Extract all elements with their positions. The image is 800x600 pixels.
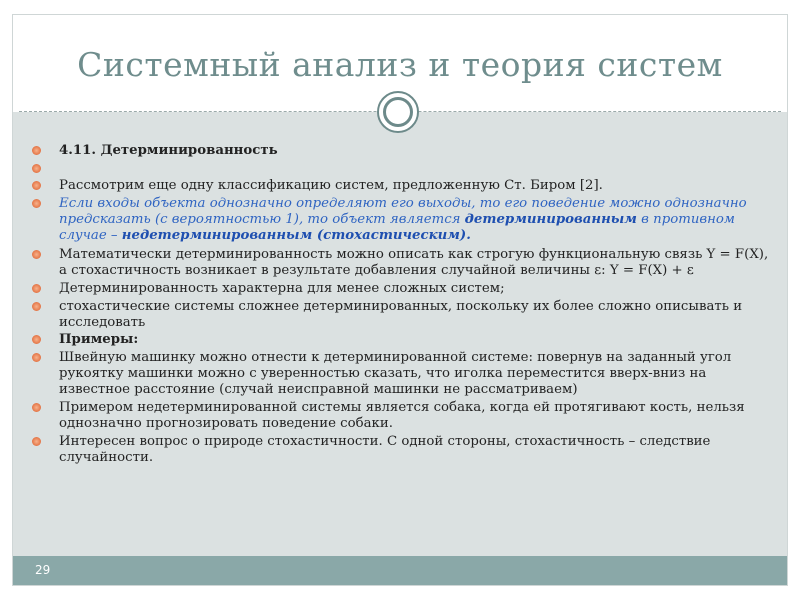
definition-text-2: в противном случае – — [59, 211, 735, 243]
bullet-icon — [32, 164, 41, 173]
list-item-text: Детерминированность характерна для менее сложных систем; — [59, 280, 505, 296]
term-deterministic: детерминированным — [464, 211, 637, 227]
list-item-text: Интересен вопрос о природе стохастичности. С одной стороны, стохастичность – следствие случайности. — [59, 433, 711, 465]
definition-text-1: Если входы объекта однозначно определяют его выходы, то его поведение можно однозначно предсказать (с вероятностью 1), то объект является — [59, 195, 747, 227]
bullet-list — [31, 143, 771, 468]
bullet-icon — [32, 353, 41, 362]
bullet-icon — [32, 284, 41, 293]
page-number: 29 — [35, 563, 51, 577]
slide — [12, 14, 788, 586]
list-item — [31, 299, 771, 331]
list-item-definition — [31, 196, 771, 245]
bullet-icon — [32, 403, 41, 412]
examples-heading: Примеры: — [59, 332, 139, 348]
bullet-icon — [32, 437, 41, 446]
list-item-text: Математически детерминированность можно описать как строгую функциональную связь Y = F(X), а стохастичность возникает в результате добавления случайной величины ε: Y = F(X) + ε — [59, 247, 769, 279]
list-item-heading — [31, 143, 771, 159]
list-item-empty — [31, 161, 771, 177]
bullet-icon — [32, 181, 41, 190]
list-item — [31, 434, 771, 466]
list-item-text: Примером недетерминированной системы является собака, когда ей протягивают кость, нельзя однозначно прогнозировать поведение собаки. — [59, 399, 745, 432]
list-item-text: стохастические системы сложнее детерминированных, поскольку их более сложно описывать и исследовать — [59, 298, 743, 330]
bullet-icon — [32, 250, 41, 259]
decorative-circle-icon — [377, 91, 419, 133]
list-item — [31, 178, 771, 194]
slide-title: Системный анализ и теория систем — [77, 45, 723, 84]
list-item — [31, 350, 771, 399]
list-item-text: Швейную машинку можно отнести к детерминированной системе: повернув на заданный угол рукоятку машинки можно с уверенностью сказать, что иголка переместится вверх-вниз на известное расстояние (случай неисправной машинки не рассматриваем) — [59, 349, 732, 398]
bullet-icon — [32, 302, 41, 311]
section-heading: 4.11. Детерминированность — [59, 143, 278, 158]
list-item — [31, 281, 771, 297]
list-item — [31, 247, 771, 279]
bullet-icon — [32, 199, 41, 208]
list-item-text: Рассмотрим еще одну классификацию систем, предложенную Ст. Биром [2]. — [59, 177, 603, 193]
bullet-icon — [32, 146, 41, 155]
bullet-icon — [32, 335, 41, 344]
list-item — [31, 400, 771, 432]
footer-bar — [13, 556, 787, 585]
term-nondeterministic: недетерминированным (стохастическим). — [121, 227, 471, 243]
list-item-examples-heading — [31, 332, 771, 348]
